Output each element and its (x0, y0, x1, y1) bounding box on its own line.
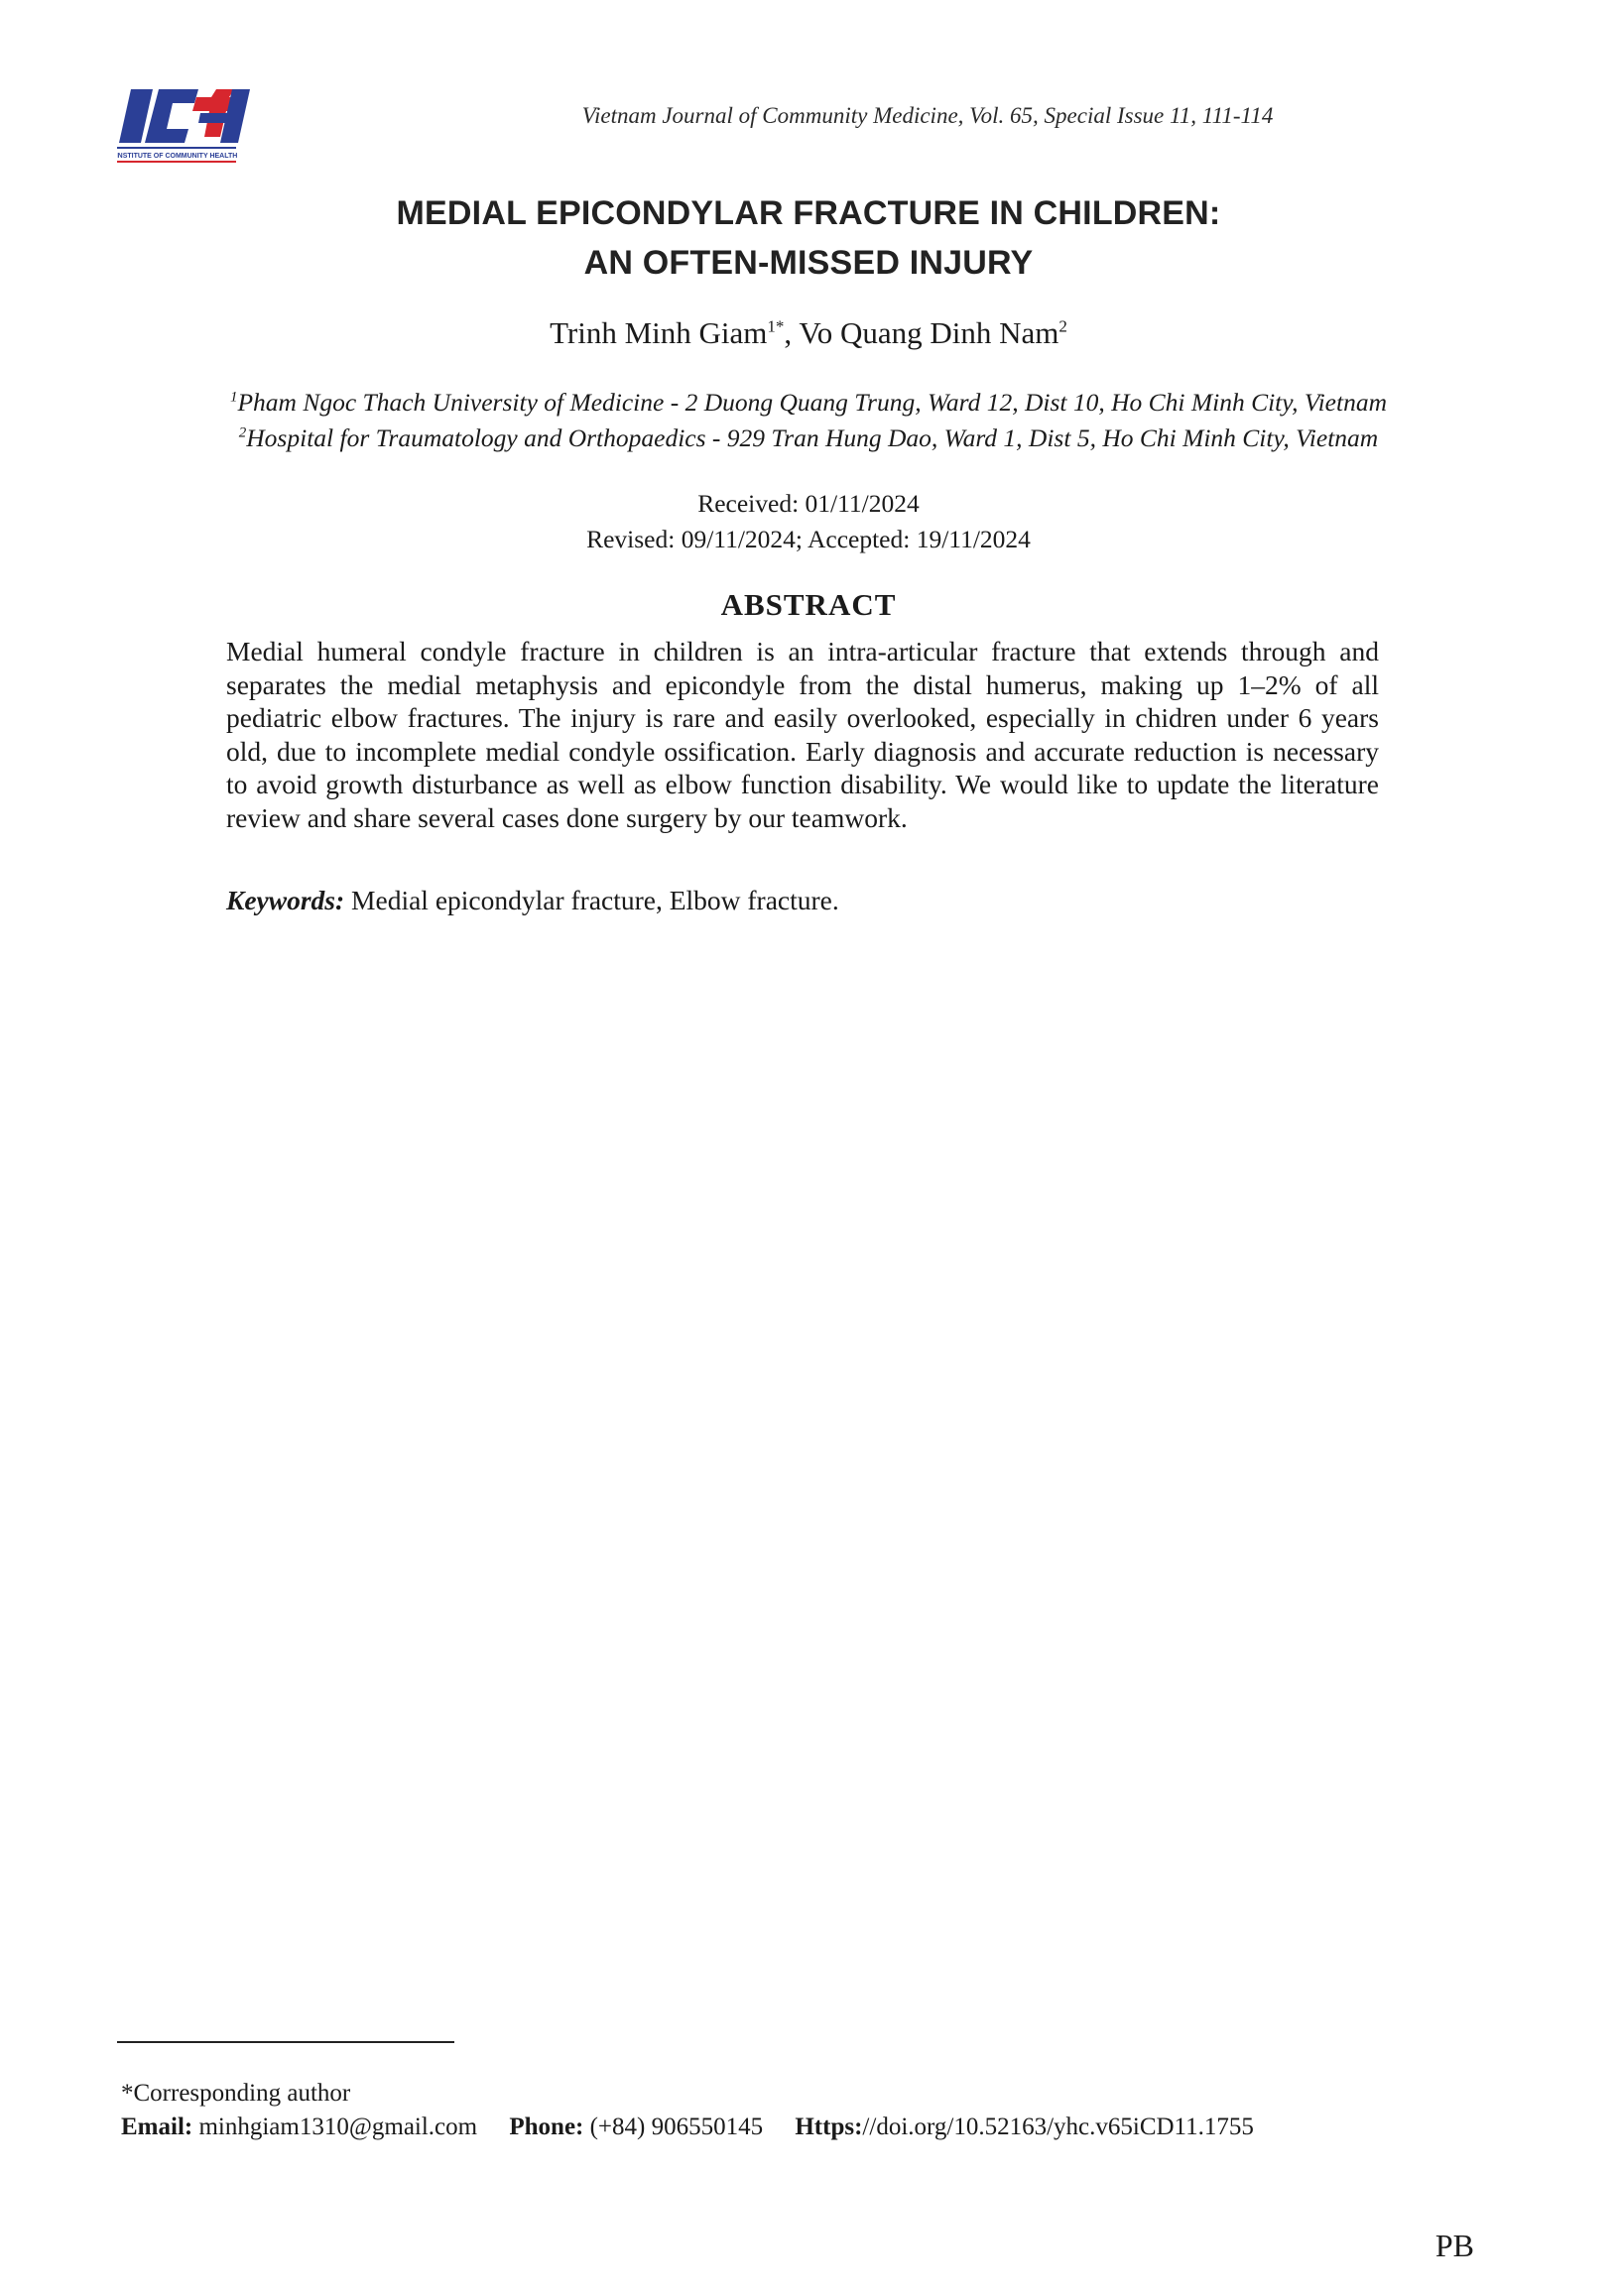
logo-text: INSTITUTE OF COMMUNITY HEALTH (117, 153, 238, 160)
keywords-label: Keywords: (226, 885, 345, 915)
keywords (226, 885, 1379, 916)
affiliation-2-text: Hospital for Traumatology and Orthopaedics - 929 Tran Hung Dao, Ward 1, Dist 5, Ho Chi Minh City, Vietnam (246, 423, 1379, 452)
affiliation-2-mark: 2 (238, 424, 247, 441)
ich-logo-icon (117, 87, 251, 167)
contact-line (121, 2111, 1254, 2144)
paper-title (99, 188, 1518, 288)
author-1: Trinh Minh Giam (550, 315, 768, 350)
author-2-affil-mark: 2 (1058, 316, 1067, 336)
article-dates (0, 486, 1617, 557)
title-line-2: AN OFTEN-MISSED INJURY (583, 244, 1034, 282)
phone-value: (+84) 906550145 (589, 2114, 764, 2140)
footnote-divider (117, 2041, 454, 2043)
author-separator: , (784, 315, 800, 350)
revised-accepted-date: Revised: 09/11/2024; Accepted: 19/11/2024 (586, 525, 1031, 553)
running-head: Vietnam Journal of Community Medicine, Vol. 65, Special Issue 11, 111-114 (581, 103, 1274, 128)
footnote (121, 2077, 1254, 2144)
doi-link[interactable]: //doi.org/10.52163/yhc.v65iCD11.1755 (862, 2114, 1254, 2140)
corresponding-author-note: *Corresponding author (121, 2080, 351, 2107)
title-line-1: MEDIAL EPICONDYLAR FRACTURE IN CHILDREN: (396, 194, 1221, 232)
author-list (0, 315, 1617, 351)
affiliations (60, 385, 1557, 456)
email-label: Email: (121, 2114, 193, 2140)
page-number: PB (1434, 2228, 1474, 2263)
affiliation-1 (60, 385, 1557, 421)
doi-label: Https: (795, 2114, 863, 2140)
abstract-heading: ABSTRACT (720, 587, 897, 622)
abstract-body: Medial humeral condyle fracture in children is an intra-articular fracture that extends through and separates the medial metaphysis and epicondyle from the distal humerus, making up 1–2% of all pediatric elbow fractures. The injury is rare and easily overlooked, especially in chidren under 6 years old, due to incomplete medial condyle ossification. Early diagnosis and accurate reduction is necessary to avoid growth disturbance as well as elbow function disability. We would like to update the literature review and share several cases done surgery by our teamwork. (226, 636, 1379, 833)
received-date: Received: 01/11/2024 (697, 489, 920, 518)
affiliation-1-text: Pham Ngoc Thach University of Medicine - 2 Duong Quang Trung, Ward 12, Dist 10, Ho Chi Minh City, Vietnam (237, 388, 1388, 417)
affiliation-2 (60, 421, 1557, 456)
keywords-text: Medial epicondylar fracture, Elbow fracture. (351, 885, 839, 915)
author-1-affil-mark: 1* (767, 316, 785, 336)
affiliation-1-mark: 1 (229, 389, 238, 406)
phone-label: Phone: (509, 2114, 584, 2140)
author-2: Vo Quang Dinh Nam (799, 315, 1059, 350)
journal-logo (117, 87, 251, 167)
email-value[interactable]: minhgiam1310@gmail.com (198, 2114, 478, 2140)
